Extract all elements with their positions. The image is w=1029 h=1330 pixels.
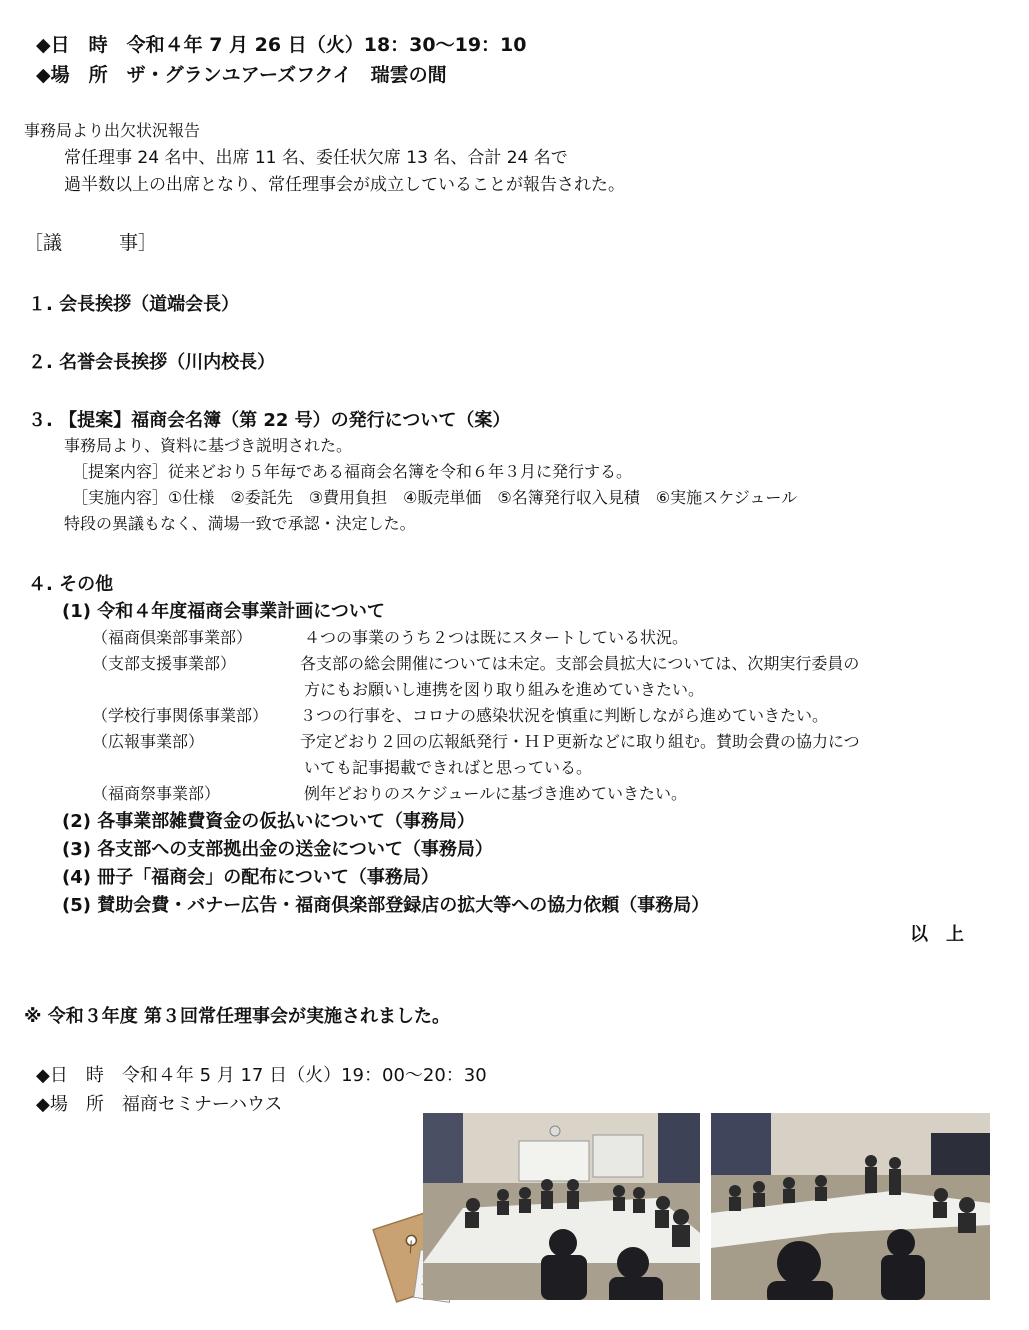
agenda-item-4-sub-2: (2) 各事業部雑費資金の仮払いについて（事務局） [62,811,475,832]
dept-text: ３つの行事を、コロナの感染状況を慎重に判断しながら進めていきたい。 [300,706,829,725]
meeting-photo-2 [711,1113,990,1300]
dept-name: （広報事業部） [92,732,205,751]
agenda-item-4-sub-5: (5) 賛助会費・バナー広告・福商倶楽部登録店の拡大等への協力依頼（事務局） [62,895,710,916]
dept-name: （福商祭事業部） [92,784,221,803]
note-title: ※ 令和３年度 第３回常任理事会が実施されました。 [24,1006,451,1027]
meeting-place: ◆場 所 ザ・グランユアーズフクイ 瑞雲の間 [36,64,447,86]
agenda-item-3-line-1: 事務局より、資料に基づき説明された。 [64,436,353,455]
agenda-title: ［議 事］ [24,232,158,254]
dept-text-cont: いても記事掲載できればと思っている。 [304,758,593,777]
agenda-item-4-sub-3: (3) 各支部への支部拠出金の送金について（事務局） [62,839,493,860]
dept-text: 予定どおり２回の広報紙発行・ＨＰ更新などに取り組む。賛助会費の協力につ [300,732,860,751]
agenda-item-1: １. 会長挨拶（道端会長） [28,294,240,315]
dept-text: 各支部の総会開催については未定。支部会員拡大については、次期実行委員の [300,654,860,673]
meeting-photo-1 [423,1113,700,1300]
dept-text: 例年どおりのスケジュールに基づき進めていきたい。 [304,784,688,803]
meeting-date: ◆日 時 令和４年 7 月 26 日（火）18：30〜19：10 [36,34,527,56]
note-date: ◆日 時 令和４年 5 月 17 日（火）19：00〜20：30 [36,1065,487,1086]
closing-mark: 以 上 [910,924,964,945]
agenda-item-4-title: ４. その他 [28,574,114,595]
note-place: ◆場 所 福商セミナーハウス [36,1094,283,1115]
dept-name: （支部支援事業部） [92,654,237,673]
dept-text-cont: 方にもお願いし連携を図り取り組みを進めていきたい。 [304,680,705,699]
attendance-line-2: 過半数以上の出席となり、常任理事会が成立していることが報告された。 [64,175,625,195]
agenda-item-4-sub-1: (1) 令和４年度福商会事業計画について [62,601,385,622]
attendance-line-1: 常任理事 24 名中、出席 11 名、委任状欠席 13 名、合計 24 名で [64,148,568,168]
agenda-item-3-line-3: ［実施内容］①仕様 ②委託先 ③費用負担 ④販売単価 ⑤名簿発行収入見積 ⑥実施スケジュール [72,488,798,507]
agenda-item-3-line-2: ［提案内容］従来どおり５年毎である福商会名簿を令和６年３月に発行する。 [72,462,633,481]
agenda-item-2: ２. 名誉会長挨拶（川内校長） [28,352,276,373]
dept-name: （学校行事関係事業部） [92,706,269,725]
agenda-item-4-sub-4: (4) 冊子「福商会」の配布について（事務局） [62,867,439,888]
agenda-item-3-line-4: 特段の異議もなく、満場一致で承認・決定した。 [64,514,416,533]
dept-name: （福商倶楽部事業部） [92,628,253,647]
agenda-item-3-title: ３. 【提案】福商会名簿（第 22 号）の発行について（案） [28,410,511,431]
dept-text: ４つの事業のうち２つは既にスタートしている状況。 [304,628,689,647]
attendance-heading: 事務局より出欠状況報告 [24,121,201,140]
